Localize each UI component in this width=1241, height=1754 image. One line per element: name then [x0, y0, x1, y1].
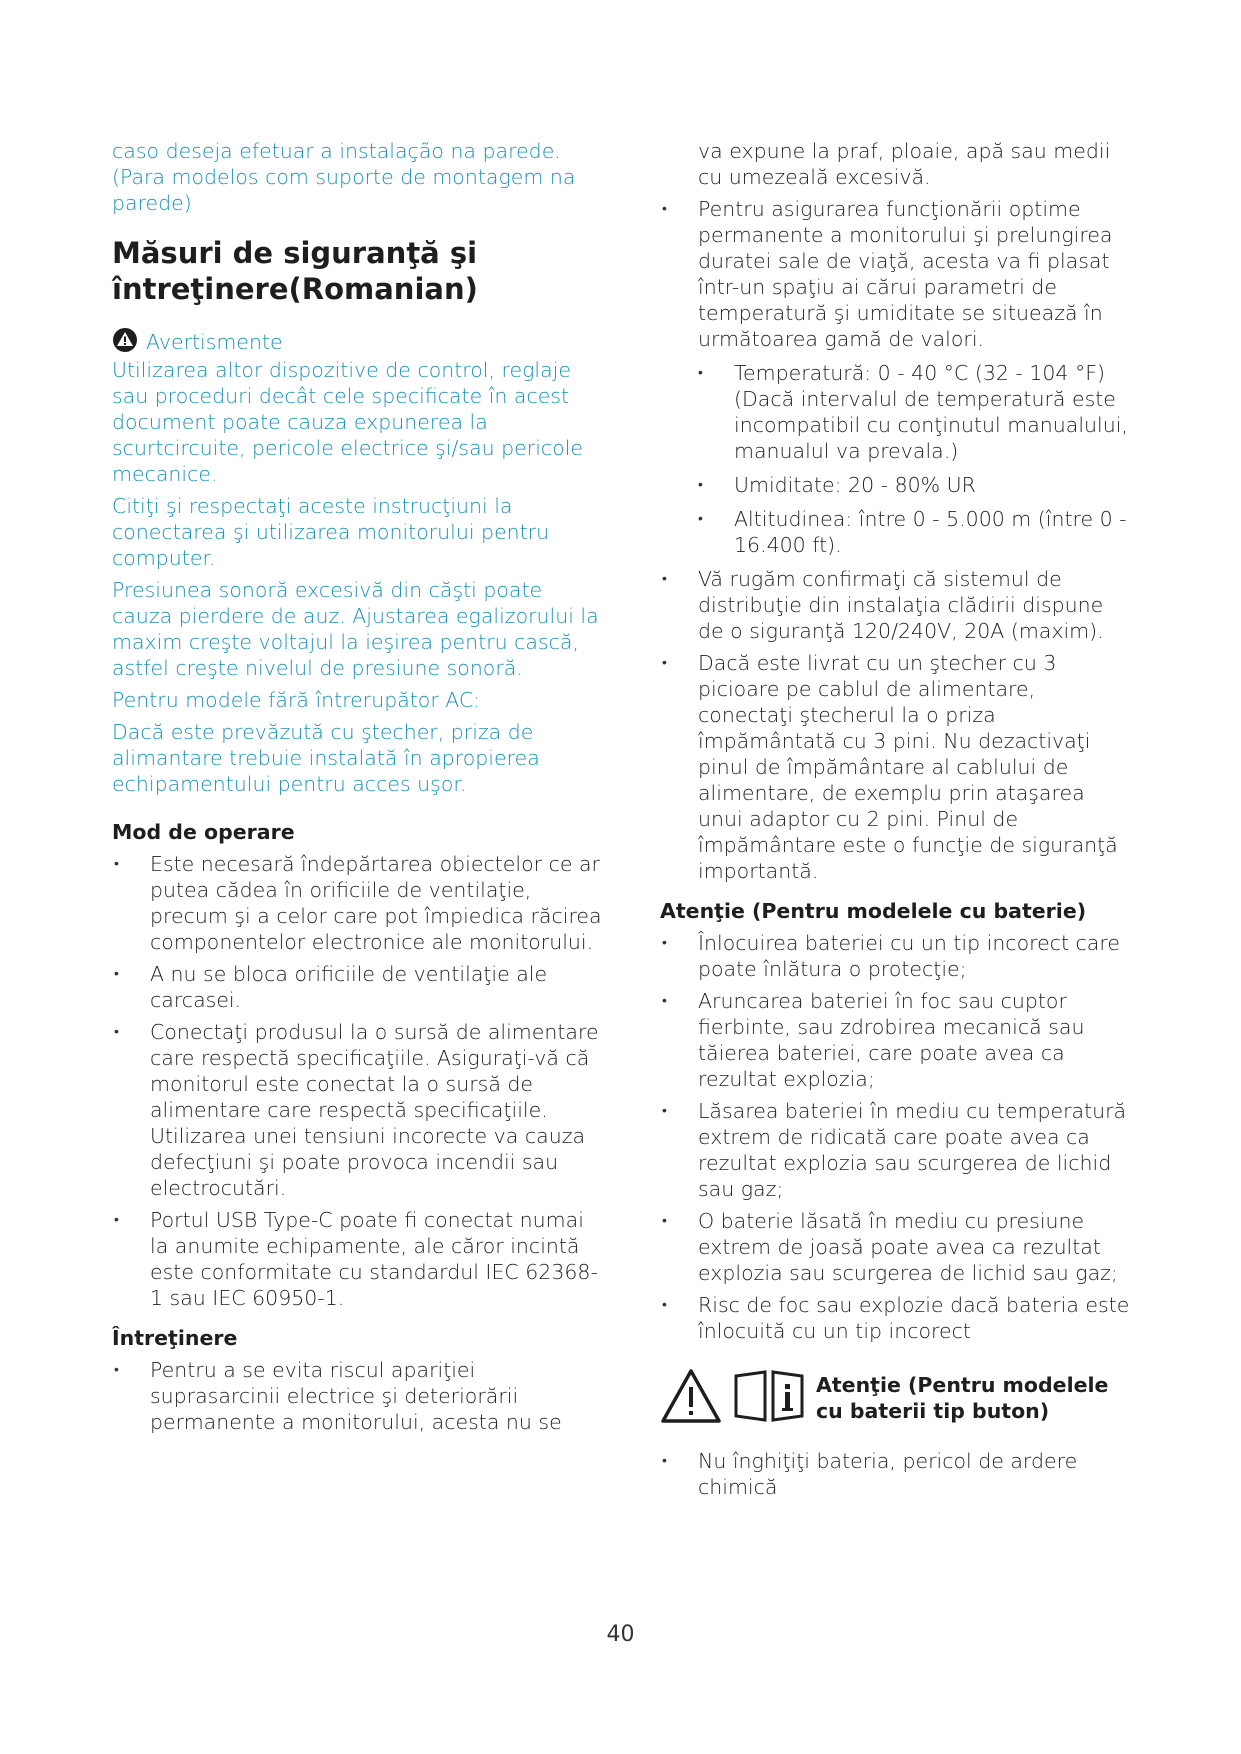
- page-number: 40: [606, 1622, 635, 1647]
- warning-paragraph: Pentru modele fără întrerupător AC:: [112, 688, 481, 712]
- sub-list-item: • Temperatură: 0 - 40 °C (32 - 104 °F) (Dacă intervalul de temperatură este incompatibil cu conţinutul manualului, manualul va prevala.): [660, 360, 1130, 464]
- list-item: • Vă rugăm confirmaţi că sistemul de distribuţie din instalaţia clădirii dispune de o siguranţă 120/240V, 20A (maxim).: [660, 566, 1130, 644]
- list-item: • Risc de foc sau explozie dacă bateria este înlocuită cu un tip incorect: [660, 1292, 1130, 1344]
- list-item: • Lăsarea bateriei în mediu cu temperatură extrem de ridicată care poate avea ca rezultat explozia sau scurgerea de lichid sau gaz;: [660, 1098, 1130, 1202]
- maintenance-list: [112, 1357, 602, 1435]
- environment-list: [660, 196, 1130, 884]
- warning-label: Avertismente: [146, 330, 283, 354]
- list-item: • A nu se bloca orificiile de ventilaţie ale carcasei.: [112, 961, 602, 1013]
- warning-paragraph: Dacă este prevăzută cu ştecher, priza de alimantare trebuie instalată în apropierea echipamentului pentru acces uşor.: [112, 720, 540, 796]
- warning-icon: [112, 327, 138, 357]
- list-item: • Portul USB Type-C poate fi conectat numai la anumite echipamente, ale căror incintă este conformitate cu standardul IEC 62368-1 sau IEC 60950-1.: [112, 1207, 602, 1311]
- section-title: Măsuri de siguranţă şi: [112, 236, 478, 270]
- intro-line: (Para modelos com suporte de montagem na: [112, 165, 576, 189]
- warning-header: [112, 327, 602, 357]
- warning-paragraph: Utilizarea altor dispozitive de control, reglaje sau proceduri decât cele specificate în acest document poate cauza expunerea la scurtcircuite, pericole electrice şi/sau pericole mecanice.: [112, 358, 584, 486]
- button-battery-caution: [660, 1368, 1130, 1428]
- right-column: [660, 138, 1130, 1500]
- list-item: • Pentru asigurarea funcţionării optime permanente a monitorului şi prelungirea duratei sale de viaţă, acesta va fi plasat într-un spaţiu ai cărui parametri de temperatură şi umiditate se situează în următoarea gamă de valori.: [660, 196, 1130, 352]
- continued-text: va expune la praf, ploaie, apă sau medii cu umezeală excesivă.: [698, 139, 1111, 189]
- list-item: • Nu înghiţiţi bateria, pericol de ardere chimică: [660, 1448, 1130, 1500]
- intro-line: caso deseja efetuar a instalação na parede.: [112, 139, 561, 163]
- list-item: • Aruncarea bateriei în foc sau cuptor fierbinte, sau zdrobirea mecanică sau tăierea bateriei, care poate avea ca rezultat explozia;: [660, 988, 1130, 1092]
- mod-heading: Mod de operare: [112, 820, 295, 844]
- button-battery-list: [660, 1448, 1130, 1500]
- list-item: • O baterie lăsată în mediu cu presiune extrem de joasă poate avea ca rezultat explozia sau scurgerea de lichid sau gaz;: [660, 1208, 1130, 1286]
- warning-paragraph: Presiunea sonoră excesivă din căşti poate cauza pierdere de auz. Ajustarea egalizorului la maxim creşte voltajul la ieşirea pentru cască, astfel creşte nivelul de presiune sonoră.: [112, 578, 599, 680]
- list-item: • Este necesară îndepărtarea obiectelor ce ar putea cădea în orificiile de ventilaţie, precum şi a celor care pot împiedica răcirea componentelor electronice ale monitorului.: [112, 851, 602, 955]
- sub-list-item: • Umiditate: 20 - 80% UR: [660, 472, 1130, 498]
- list-item: • Conectaţi produsul la o sursă de alimentare care respectă specificaţiile. Asiguraţi-vă că monitorul este conectat la o sursă de alimentare care respectă specificaţiile. Utilizarea unei tensiuni incorecte va cauza defecţiuni şi poate provoca incendii sau electrocutări.: [112, 1019, 602, 1201]
- warning-paragraph: Citiţi şi respectaţi aceste instrucţiuni la conectarea şi utilizarea monitorului pentru computer.: [112, 494, 550, 570]
- battery-list: [660, 930, 1130, 1344]
- list-item: • Dacă este livrat cu un ştecher cu 3 picioare pe cablul de alimentare, conectaţi ştecherul la o priza împământată cu 3 pini. Nu dezactivaţi pinul de împământare al cablului de alimentare, de exemplu prin ataşarea unui adaptor cu 2 pini. Pinul de împământare este o funcţie de siguranţă importantă.: [660, 650, 1130, 884]
- button-battery-heading: cu baterii tip buton): [816, 1399, 1050, 1423]
- list-item: • Pentru a se evita riscul apariţiei suprasarcinii electrice şi deteriorării permanente a monitorului, acesta nu se: [112, 1357, 602, 1435]
- mod-list: [112, 851, 602, 1311]
- sub-list-item: • Altitudinea: între 0 - 5.000 m (între 0 - 16.400 ft).: [660, 506, 1130, 558]
- warning-triangle-icon: [660, 1368, 722, 1428]
- battery-heading: Atenţie (Pentru modelele cu baterie): [660, 899, 1087, 923]
- maintenance-heading: Întreţinere: [112, 1326, 238, 1350]
- button-battery-heading: Atenţie (Pentru modelele: [816, 1373, 1109, 1397]
- list-item: • Înlocuirea bateriei cu un tip incorect care poate înlătura o protecţie;: [660, 930, 1130, 982]
- section-title: întreţinere(Romanian): [112, 272, 478, 306]
- left-column: [112, 138, 602, 1435]
- intro-line: parede): [112, 191, 192, 215]
- manual-info-icon: [732, 1368, 806, 1428]
